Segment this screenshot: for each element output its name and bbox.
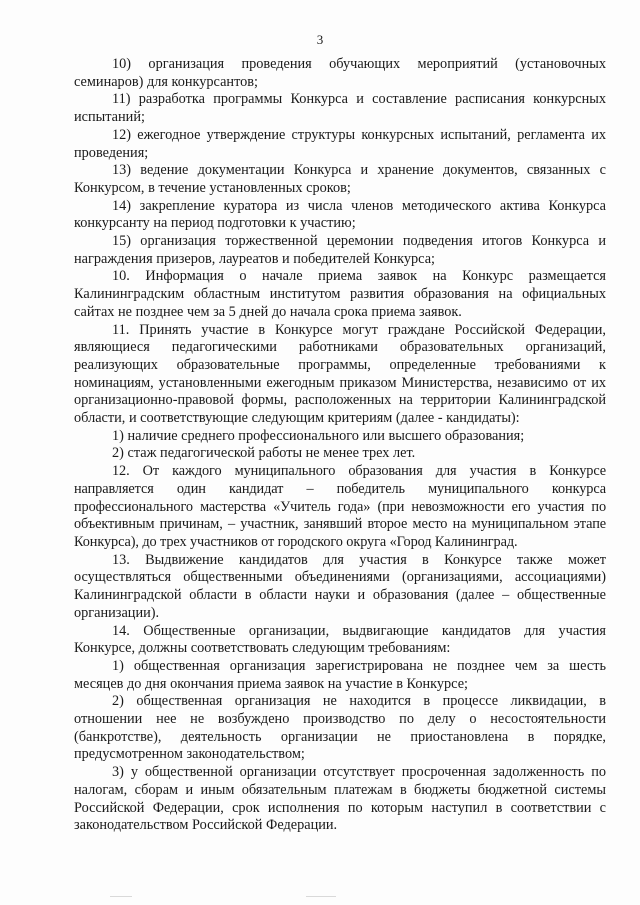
scan-artifact (110, 896, 132, 897)
document-body (74, 56, 606, 835)
list-item-12: 12) ежегодное утверждение структуры конкурсных испытаний, регламента их проведения; (74, 126, 606, 161)
requirement-1: 1) общественная организация зарегистрирована не позднее чем за шесть месяцев до дня окончания приема заявок на участие в Конкурсе; (74, 657, 606, 692)
criterion-2: 2) стаж педагогической работы не менее трех лет. (112, 445, 416, 462)
clause-13: 13. Выдвижение кандидатов для участия в Конкурсе также может осуществляться общественными объединениями (организациями, ассоциациями) Калининградской области в области науки и образования (далее – общественные организации). (74, 551, 606, 621)
page-number: 3 (316, 32, 324, 47)
list-item-15: 15) организация торжественной церемонии подведения итогов Конкурса и награждения призеров, лауреатов и победителей Конкурса; (74, 233, 606, 267)
clause-10: 10. Информация о начале приема заявок на Конкурс размещается Калининградским областным институтом развития образования на официальных сайтах не позднее чем за 5 дней до начала срока приема заявок. (74, 268, 606, 320)
clause-12: 12. От каждого муниципального образования для участия в Конкурсе направляется один кандидат – победитель муниципального конкурса профессионального мастерства «Учитель года» (при невозможности его участия по объективным причинам, – участник, занявший второе место на муниципальном этапе Конкурса), до трех участников от городского округа «Город Калининград. (74, 463, 606, 550)
clause-14: 14. Общественные организации, выдвигающие кандидатов для участия Конкурсе, должны соответствовать следующим требованиям: (74, 622, 606, 657)
requirement-3: 3) у общественной организации отсутствует просроченная задолженность по налогам, сборам и иным обязательным платежам в бюджеты бюджетной системы Российской Федерации, срок исполнения по которым наступил в соответствии с законодательством Российской Федерации. (74, 764, 606, 834)
clause-11: 11. Принять участие в Конкурсе могут граждане Российской Федерации, являющиеся педагогическими работниками образовательных организаций, реализующих образовательные программы, определенные требованиями к номинациям, установленными ежегодным приказом Министерства, независимо от их организационно-правовой формы, расположенных на территории Калининградской области, и соответствующие следующим критериям (далее - кандидаты): (74, 321, 606, 427)
list-item-11: 11) разработка программы Конкурса и составление расписания конкурсных испытаний; (74, 91, 606, 126)
list-item-10: 10) организация проведения обучающих мероприятий (установочных семинаров) для конкурсантов; (74, 56, 606, 90)
requirement-2: 2) общественная организация не находится в процессе ликвидации, в отношении нее не возбуждено производство по делу о несостоятельности (банкротстве), деятельность организации не приостановлена в порядке, предусмотренном законодательством; (74, 693, 606, 763)
criterion-1: 1) наличие среднего профессионального или высшего образования; (112, 427, 525, 444)
scan-artifact (306, 896, 336, 897)
list-item-14: 14) закрепление куратора из числа членов методического актива Конкурса конкурсанту на период подготовки к участию; (74, 197, 606, 232)
list-item-13: 13) ведение документации Конкурса и хранение документов, связанных с Конкурсом, в течение установленных сроков; (74, 162, 606, 196)
